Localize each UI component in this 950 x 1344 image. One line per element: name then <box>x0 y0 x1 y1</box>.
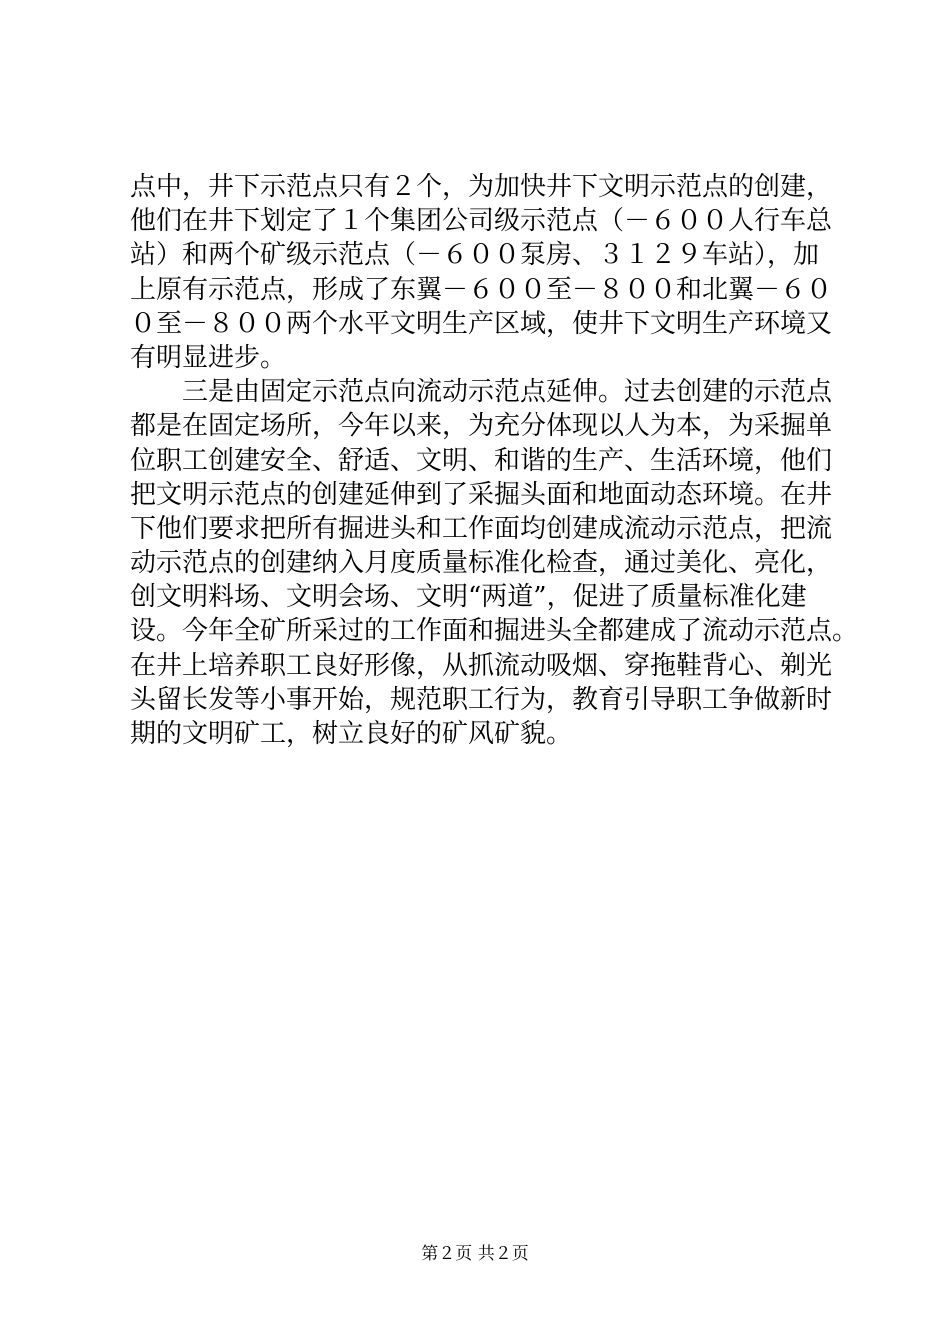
text-line: 把文明示范点的创建延伸到了采掘头面和地面动态环境。在井 <box>130 479 833 510</box>
text-line: 上原有示范点，形成了东翼－６００至－８００和北翼－６０ <box>130 274 833 305</box>
text-line: 站）和两个矿级示范点（－６００泵房、３１２９车站），加 <box>130 240 820 271</box>
text-line: 头留长发等小事开始，规范职工行为，教育引导职工争做新时 <box>130 684 833 715</box>
text-line: 点中，井下示范点只有２个，为加快井下文明示范点的创建， <box>130 172 833 202</box>
body-text <box>130 170 859 751</box>
text-line: 下他们要求把所有掘进头和工作面均创建成流动示范点，把流 <box>130 513 833 544</box>
text-line: 都是在固定场所，今年以来，为充分体现以人为本，为采掘单 <box>130 411 833 442</box>
text-line: 期的文明矿工，树立良好的矿风矿貌。 <box>130 719 573 749</box>
text-line: 创文明料场、文明会场、文明“两道”，促进了质量标准化建 <box>130 582 807 613</box>
page-footer: 第２页 共２页 <box>421 1244 529 1264</box>
text-line: 设。今年全矿所采过的工作面和掘进头全都建成了流动示范点。 <box>130 616 859 647</box>
text-line: 动示范点的创建纳入月度质量标准化检查，通过美化、亮化， <box>130 548 833 579</box>
text-line: 位职工创建安全、舒适、文明、和谐的生产、生活环境，他们 <box>130 445 833 476</box>
text-line: 在井上培养职工良好形像，从抓流动吸烟、穿拖鞋背心、剃光 <box>130 650 833 681</box>
text-line: 他们在井下划定了１个集团公司级示范点（－６００人行车总 <box>130 206 833 237</box>
text-line: 有明显进步。 <box>130 342 287 373</box>
text-line: ０至－８００两个水平文明生产区域，使井下文明生产环境又 <box>130 308 833 339</box>
text-line: 三是由固定示范点向流动示范点延伸。过去创建的示范点 <box>130 377 833 408</box>
